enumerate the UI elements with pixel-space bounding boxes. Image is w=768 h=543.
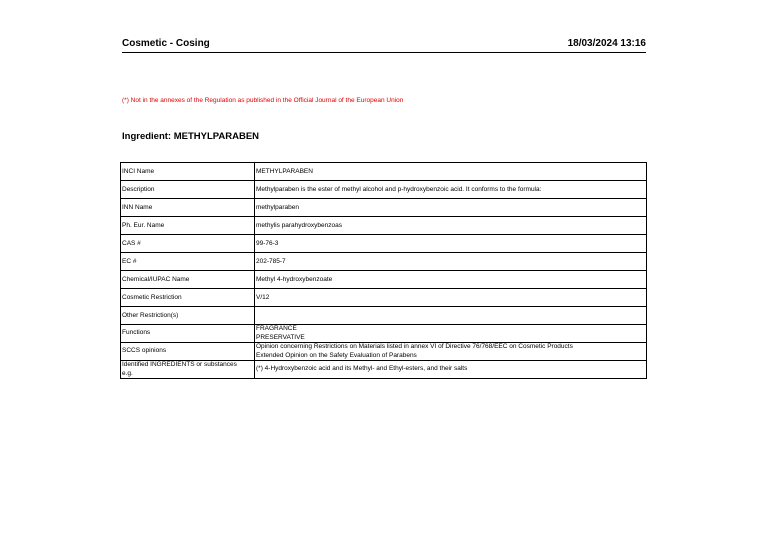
row-value-cosmetic-restriction: V/12 [255, 289, 647, 307]
table-row [121, 271, 647, 289]
row-value-inn-name: methylparaben [255, 199, 647, 217]
table-row [121, 307, 647, 325]
row-label-description: Description [121, 181, 255, 199]
row-value-identified-ingredients: (*) 4-Hydroxybenzoic acid and its Methyl- and Ethyl-esters, and their salts [255, 361, 647, 379]
row-label-sccs-opinions: SCCS opinions [121, 343, 255, 361]
table-row [121, 289, 647, 307]
row-label-functions: Functions [121, 325, 255, 343]
row-value-ph-eur-name: methylis parahydroxybenzoas [255, 217, 647, 235]
page-header [122, 38, 646, 53]
row-label-ph-eur-name: Ph. Eur. Name [121, 217, 255, 235]
row-value-description: Methylparaben is the ester of methyl alcohol and p-hydroxybenzoic acid. It conforms to the formula: [255, 181, 647, 199]
row-label-chemical-iupac-name: Chemical/IUPAC Name [121, 271, 255, 289]
row-label-inn-name: INN Name [121, 199, 255, 217]
row-value-sccs-opinions [255, 343, 647, 361]
ingredient-heading: Ingredient: METHYLPARABEN [122, 131, 260, 142]
row-value-other-restrictions [255, 307, 647, 325]
row-value-chemical-iupac-name: Methyl 4-hydroxybenzoate [255, 271, 647, 289]
row-label-ec: EC # [121, 253, 255, 271]
table-row [121, 181, 647, 199]
document-datetime: 18/03/2024 13:16 [567, 38, 646, 49]
ingredient-details-table [120, 162, 647, 379]
table-row [121, 217, 647, 235]
sccs-opinion-item: Extended Opinion on the Safety Evaluation of Parabens [256, 351, 417, 359]
document-title: Cosmetic - Cosing [122, 38, 210, 49]
function-item: FRAGRANCE [256, 325, 297, 332]
row-label-cosmetic-restriction: Cosmetic Restriction [121, 289, 255, 307]
row-value-ec: 202-785-7 [255, 253, 647, 271]
row-label-identified-ingredients [121, 361, 255, 379]
row-value-functions [255, 325, 647, 343]
function-item: PRESERVATIVE [256, 333, 305, 341]
row-label-inci-name: INCI Name [121, 163, 255, 181]
table-row [121, 235, 647, 253]
row-label-other-restrictions: Other Restriction(s) [121, 307, 255, 325]
table-row [121, 253, 647, 271]
row-value-inci-name: METHYLPARABEN [255, 163, 647, 181]
table-row [121, 199, 647, 217]
identified-ingredients-label-line: Identified INGREDIENTS or substances [122, 361, 237, 368]
table-row [121, 361, 647, 379]
row-label-cas: CAS # [121, 235, 255, 253]
table-row [121, 325, 647, 343]
table-row [121, 343, 647, 361]
table-row [121, 163, 647, 181]
sccs-opinion-item: Opinion concerning Restrictions on Materials listed in annex VI of Directive 76/768/EEC on Cosmetic Products [256, 343, 573, 350]
identified-ingredients-label-line: e.g. [122, 369, 133, 377]
annex-note: (*) Not in the annexes of the Regulation as published in the Official Journal of the European Union [122, 97, 404, 104]
row-value-cas: 99-76-3 [255, 235, 647, 253]
